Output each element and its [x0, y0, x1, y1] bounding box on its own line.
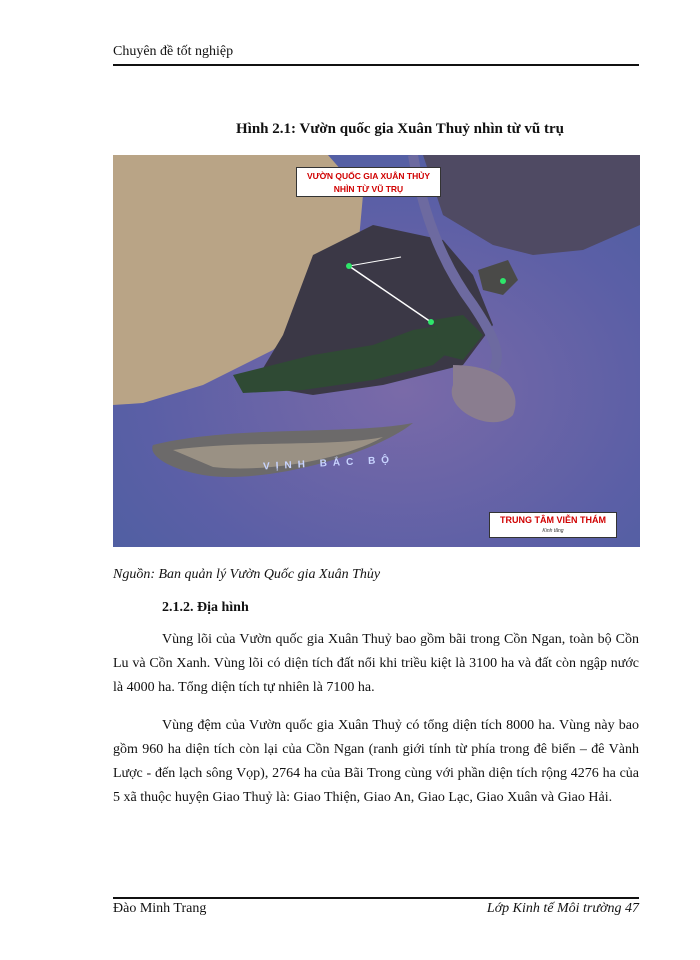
- footer-author: Đào Minh Trang: [113, 901, 207, 916]
- map-title-line2: NHÌN TỪ VŨ TRỤ: [333, 184, 404, 194]
- footer-rule: [113, 897, 639, 899]
- satellite-image: [113, 155, 640, 547]
- marker-point: [428, 319, 434, 325]
- paragraph-1-text: Vùng lõi của Vườn quốc gia Xuân Thuỷ bao gồm bãi trong Cồn Ngan, toàn bộ Cồn Lu và Cồn Xanh. Vùng lõi có diện tích đất nổi khi triều kiệt là 3100 ha và đất còn ngập nước là 4000 ha. Tổng diện tích tự nhiên là 7100 ha.: [113, 632, 639, 695]
- marker-point: [346, 263, 352, 269]
- paragraph-2: [113, 714, 639, 810]
- center-sublabel: Kinh tăng: [542, 528, 564, 534]
- map-title-box: [296, 167, 441, 197]
- header-rule: [113, 64, 639, 66]
- marker-point: [500, 278, 506, 284]
- paragraph-2-text: Vùng đệm của Vườn quốc gia Xuân Thuỷ có tổng diện tích 8000 ha. Vùng này bao gồm 960 ha diện tích còn lại của Cồn Ngan (ranh giới tính từ phía trong đê biển – đê Vành Lược - đến lạch sông Vọp), 2764 ha của Bãi Trong cùng với phần diện tích rộng 4276 ha của 5 xã thuộc huyện Giao Thuỷ là: Giao Thiện, Giao An, Giao Lạc, Giao Xuân và Giao Hải.: [113, 718, 639, 805]
- satellite-map: [113, 155, 640, 547]
- paragraph-1: [113, 628, 639, 700]
- remote-sensing-center-box: [489, 512, 617, 538]
- page-header: Chuyên đề tốt nghiệp: [113, 44, 234, 59]
- center-label: TRUNG TÂM VIỄN THÁM: [500, 515, 606, 525]
- bay-label: VỊNH BẮC BỘ: [262, 454, 396, 473]
- figure-caption: Hình 2.1: Vườn quốc gia Xuân Thuỷ nhìn từ vũ trụ: [236, 121, 564, 137]
- section-heading: 2.1.2. Địa hình: [162, 600, 249, 615]
- figure-source: Nguồn: Ban quản lý Vườn Quốc gia Xuân Thủy: [113, 567, 381, 582]
- map-title-line1: VƯỜN QUỐC GIA XUÂN THỦY: [306, 171, 431, 181]
- footer-class: Lớp Kinh tế Môi trường 47: [486, 901, 639, 916]
